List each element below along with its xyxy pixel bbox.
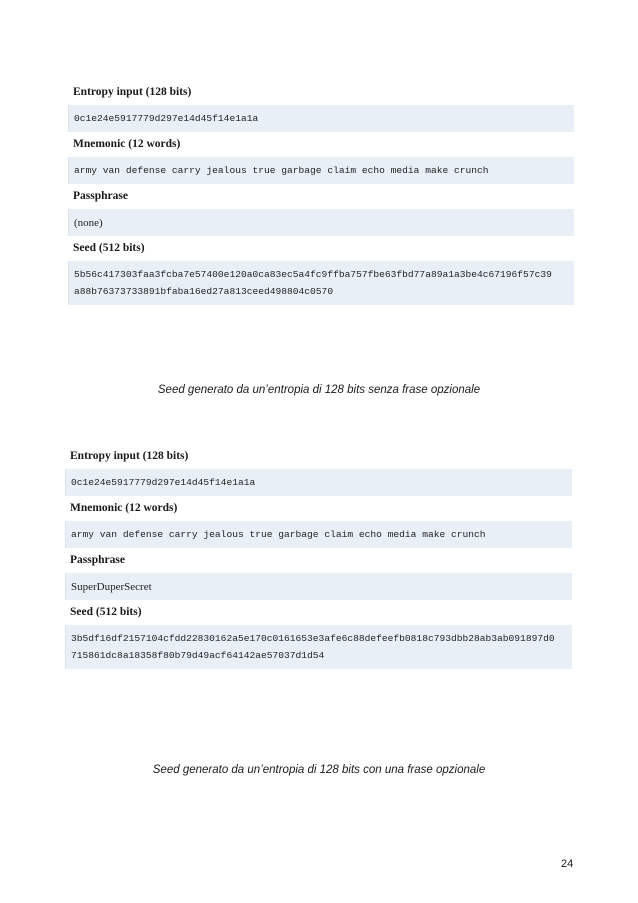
passphrase-value bbox=[68, 209, 574, 236]
mnemonic-value bbox=[65, 521, 572, 548]
entropy-label: Entropy input (128 bits) bbox=[65, 444, 572, 469]
passphrase-label: Passphrase bbox=[65, 548, 572, 573]
seed-label: Seed (512 bits) bbox=[68, 236, 574, 261]
page-number: 24 bbox=[561, 858, 574, 870]
passphrase-value-line: (none) bbox=[74, 216, 103, 229]
passphrase-value bbox=[65, 573, 572, 600]
seed-label: Seed (512 bits) bbox=[65, 600, 572, 625]
mnemonic-value bbox=[68, 157, 574, 184]
entropy-value-line: 0c1e24e5917779d297e14d45f14e1a1a bbox=[74, 113, 259, 124]
mnemonic-label: Mnemonic (12 words) bbox=[65, 496, 572, 521]
mnemonic-value-line: army van defense carry jealous true garbage claim echo media make crunch bbox=[71, 529, 486, 540]
seed-value-line-2: 715861dc8a18358f80b79d49acf64142ae57037d1d54 bbox=[71, 650, 325, 661]
seed-value-line-1: 3b5df16df2157104cfdd22830162a5e170c0161653e3afe6c88defeefb0818c793dbb28ab3ab091897d0 bbox=[71, 633, 555, 644]
seed-value-line-1: 5b56c417303faa3fcba7e57400e120a0ca83ec5a4fc9ffba757fbe63fbd77a89a1a3be4c67196f57c39 bbox=[74, 269, 552, 280]
figure-caption-1: Seed generato da un’entropia di 128 bits senza frase opzionale bbox=[157, 384, 481, 396]
entropy-value-line: 0c1e24e5917779d297e14d45f14e1a1a bbox=[71, 477, 256, 488]
seed-value bbox=[65, 625, 572, 669]
passphrase-label: Passphrase bbox=[68, 184, 574, 209]
figure-caption-2: Seed generato da un’entropia di 128 bits con una frase opzionale bbox=[152, 764, 486, 776]
entropy-value bbox=[65, 469, 572, 496]
entropy-label: Entropy input (128 bits) bbox=[68, 80, 574, 105]
mnemonic-label: Mnemonic (12 words) bbox=[68, 132, 574, 157]
passphrase-value-line: SuperDuperSecret bbox=[71, 580, 152, 593]
seed-value bbox=[68, 261, 574, 305]
bip39-table-no-passphrase bbox=[68, 80, 574, 305]
entropy-value bbox=[68, 105, 574, 132]
bip39-table-with-passphrase bbox=[65, 444, 572, 669]
seed-value-line-2: a88b76373733891bfaba16ed27a813ceed498804c0570 bbox=[74, 286, 334, 297]
mnemonic-value-line: army van defense carry jealous true garbage claim echo media make crunch bbox=[74, 165, 489, 176]
